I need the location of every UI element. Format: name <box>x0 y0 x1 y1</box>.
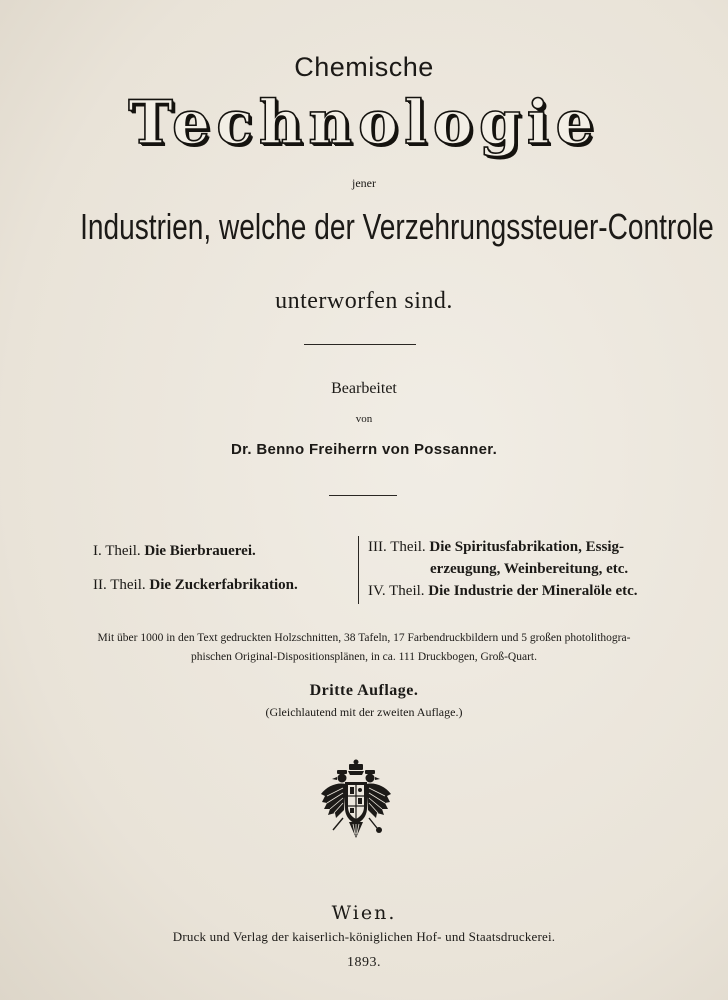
part-name: Die Zuckerfabrikation. <box>149 577 298 593</box>
edition-label: Dritte Auflage. <box>309 682 419 699</box>
parts-list <box>0 536 728 606</box>
illustration-description <box>0 629 728 667</box>
imprint-publisher: Druck und Verlag der kaiserlich-königlichen Hof- und Staatsdruckerei. <box>172 929 556 944</box>
part-name: Die Spiritusfabrikation, Essig- <box>429 539 624 555</box>
title-line-chemische: Chemische <box>294 52 434 82</box>
part-item <box>368 536 638 558</box>
parts-right-column <box>368 536 638 602</box>
author-name: Dr. Benno Freiherrn von Possanner. <box>230 441 498 458</box>
description-line: phischen Original-Dispositionsplänen, in ca. 111 Druckbogen, Groß-Quart. <box>191 651 537 663</box>
edition-note: (Gleichlautend mit der zweiten Auflage.) <box>265 705 463 719</box>
description-line: Mit über 1000 in den Text gedruckten Holzschnitten, 38 Tafeln, 17 Farbendruckbildern und 5 großen photolithogra- <box>97 632 631 644</box>
imprint-year: 1893. <box>347 955 381 970</box>
title-line-unterworfen: unterworfen sind. <box>275 288 453 314</box>
title-line-jener: jener <box>352 176 376 190</box>
part-name: Die Industrie der Mineralöle etc. <box>428 583 638 599</box>
divider-rule-top <box>304 344 416 345</box>
parts-column-divider <box>358 536 359 604</box>
part-numeral: IV. Theil. <box>368 583 425 599</box>
part-item <box>368 580 638 602</box>
imprint-place: Wien. <box>331 902 397 924</box>
divider-rule-middle <box>329 495 397 496</box>
double-headed-eagle-coat-of-arms-icon <box>319 758 393 842</box>
part-numeral: I. Theil. <box>93 543 141 559</box>
part-numeral: II. Theil. <box>93 577 146 593</box>
part-numeral: III. Theil. <box>368 539 426 555</box>
edited-label: Bearbeitet <box>331 380 397 397</box>
part-item <box>93 574 298 608</box>
parts-left-column <box>93 540 298 608</box>
part-item <box>93 540 298 574</box>
title-line-industrien: Industrien, welche der Verzehrungssteuer-Controle <box>80 206 714 247</box>
part-item-continuation <box>368 558 638 580</box>
part-name: Die Bierbrauerei. <box>144 543 256 559</box>
by-label: von <box>355 413 373 425</box>
part-name: erzeugung, Weinbereitung, etc. <box>430 561 629 577</box>
title-line-technologie: Technologie <box>128 88 600 158</box>
